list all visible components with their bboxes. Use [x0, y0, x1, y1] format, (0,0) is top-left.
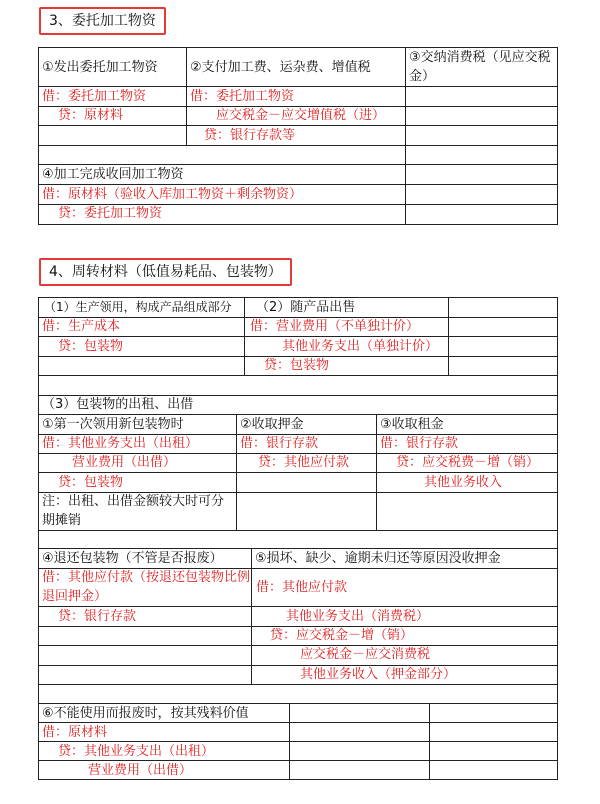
t1-r3c2: 贷：银行存款等	[204, 128, 296, 143]
t2-a-credit: 贷：包装物	[58, 475, 124, 490]
t2-e-l1: 其他业务支出（消费税）	[286, 609, 430, 624]
section-3-title: 3、委托加工物资	[39, 7, 166, 35]
t2-p2-debit: 借：营业费用（不单独计价）	[250, 319, 420, 334]
t2-p1-credit: 贷：包装物	[58, 339, 124, 354]
t1-r1c2: 借：委托加工物资	[190, 89, 295, 104]
t2-a-debit2: 营业费用（出借）	[72, 455, 177, 470]
t1-r1c1: 借：委托加工物资	[42, 89, 147, 104]
t2-e-l2: 贷：应交税金－增（销）	[270, 628, 414, 643]
t2-p2-header: （2）随产品出售	[256, 300, 356, 315]
t2-p3-header: （3）包装物的出租、出借	[42, 397, 194, 412]
t2-f-credit: 贷：其他业务支出（出租）	[58, 744, 215, 759]
t2-f-debit: 借：原材料	[42, 725, 108, 740]
t2-c-credit: 贷：应交税费－增（销）	[396, 455, 540, 470]
t1-step4-debit: 借：原材料（验收入库加工物资＋剩余物资）	[42, 187, 303, 202]
t1-r2c2: 应交税金－应交增值税（进）	[216, 108, 386, 123]
t1-r2c1: 贷：原材料	[58, 108, 124, 123]
t1-col1-header: ①发出委托加工物资	[42, 60, 158, 75]
t2-b-debit: 借：银行存款	[240, 436, 319, 451]
t2-e-l4: 其他业务收入（押金部分）	[300, 667, 457, 682]
t2-a-header: ①第一次领用新包装物时	[42, 417, 184, 432]
t2-d-header: ④退还包装物（不管是否报废）	[42, 551, 223, 566]
t1-step4-credit: 贷：委托加工物资	[58, 206, 163, 221]
t2-b-credit: 贷：其他应付款	[258, 455, 350, 470]
t2-b-header: ②收取押金	[240, 417, 304, 432]
t2-d-credit: 贷：银行存款	[58, 609, 137, 624]
t2-p2-other: 其他业务支出（单独计价）	[282, 339, 439, 354]
t2-a-debit: 借：其他业务支出（出租）	[42, 436, 199, 451]
t2-a-note: 注：出租、出借金额较大时可分期摊销	[42, 494, 225, 528]
t2-p2-credit: 贷：包装物	[264, 358, 330, 373]
section-4-title: 4、周转材料（低值易耗品、包装物）	[39, 258, 292, 286]
t2-f-header: ⑥不能使用而报废时，按其残料价值	[42, 706, 249, 721]
t2-d-debit: 借：其他应付款（按退还包装物比例退回押金）	[42, 570, 251, 604]
t2-c-debit: 借：银行存款	[380, 436, 459, 451]
t2-e-header: ⑤损坏、缺少、逾期未归还等原因没收押金	[255, 551, 501, 566]
t2-c-header: ③收取租金	[380, 417, 444, 432]
t2-f-credit2: 营业费用（出借）	[88, 763, 193, 778]
t1-col3-header: ③交纳消费税（见应交税金）	[409, 50, 551, 84]
t2-p1-debit: 借：生产成本	[42, 319, 121, 334]
t2-e-l3: 应交税金－应交消费税	[300, 647, 431, 662]
t2-e-debit: 借：其他应付款	[256, 580, 348, 595]
t1-col2-header: ②支付加工费、运杂费、增值税	[190, 60, 371, 75]
t1-step4-header: ④加工完成收回加工物资	[42, 167, 184, 182]
t2-p1-header: （1）生产领用，构成产品组成部分	[44, 300, 232, 314]
t2-c-credit2: 其他业务收入	[424, 475, 503, 490]
